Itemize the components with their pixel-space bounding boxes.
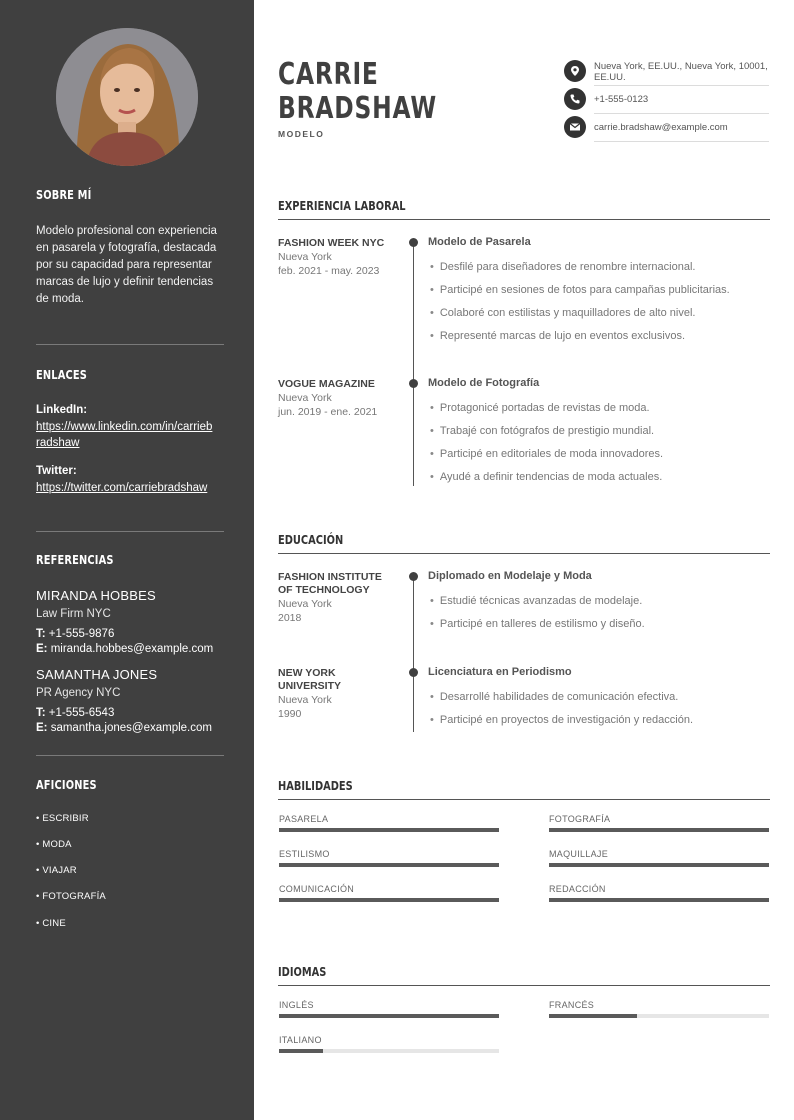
language-label: INGLÉS: [279, 1000, 314, 1010]
education-location: Nueva York: [278, 694, 332, 706]
skill-label: MAQUILLAJE: [549, 849, 609, 859]
section-divider: [278, 799, 770, 800]
experience-bullet: • Ayudé a definir tendencias de moda actuales.: [430, 471, 662, 483]
experience-bullet: • Trabajé con fotógrafos de prestigio mundial.: [430, 425, 654, 437]
envelope-icon: [564, 116, 586, 138]
language-bar: [549, 1014, 769, 1018]
link-label: Twitter:: [36, 465, 77, 477]
language-bar: [279, 1049, 499, 1053]
language-bar: [279, 1014, 499, 1018]
reference-item: [36, 666, 226, 736]
skill-bar: [279, 863, 499, 867]
divider: [36, 755, 224, 756]
linkedin-link[interactable]: https://www.linkedin.com/in/carriebradshaw: [36, 421, 213, 449]
twitter-link[interactable]: https://twitter.com/carriebradshaw: [36, 482, 208, 494]
education-degree: Licenciatura en Periodismo: [428, 666, 572, 678]
education-location: Nueva York: [278, 598, 332, 610]
skill-bar: [549, 863, 769, 867]
skill-bar-fill: [279, 863, 499, 867]
education-org: NEW YORK: [278, 667, 336, 679]
languages-title: IDIOMAS: [278, 965, 327, 979]
link-linkedin: [36, 402, 216, 451]
education-bullet: • Participé en proyectos de investigación y redacción.: [430, 714, 693, 726]
sidebar: [0, 0, 254, 1120]
skill-label: ESTILISMO: [279, 849, 330, 859]
experience-bullet: • Colaboré con estilistas y maquilladores de alto nivel.: [430, 307, 695, 319]
language-bar-fill: [279, 1014, 499, 1018]
timeline-dot: [409, 379, 418, 388]
hobby-item: • ESCRIBIR: [36, 813, 89, 824]
reference-email: samantha.jones@example.com: [50, 722, 212, 734]
address-text: Nueva York, EE.UU., Nueva York, 10001, EE.UU.: [594, 61, 768, 83]
skill-bar-fill: [549, 898, 769, 902]
experience-location: Nueva York: [278, 251, 332, 263]
reference-name: SAMANTHA JONES: [36, 667, 158, 682]
education-dates: 1990: [278, 708, 302, 720]
section-divider: [278, 553, 770, 554]
links-title: ENLACES: [36, 368, 88, 382]
skill-label: REDACCIÓN: [549, 884, 606, 894]
divider: [36, 344, 224, 345]
language-bar-fill: [279, 1049, 323, 1053]
education-meta: [278, 571, 403, 625]
reference-name: MIRANDA HOBBES: [36, 588, 156, 603]
divider: [594, 113, 769, 114]
contact-phone: [564, 88, 769, 110]
experience-meta: [278, 378, 403, 419]
experience-org: VOGUE MAGAZINE: [278, 378, 375, 390]
references-title: REFERENCIAS: [36, 553, 114, 567]
education-degree: Diplomado en Modelaje y Moda: [428, 570, 592, 582]
education-dates: 2018: [278, 612, 302, 624]
link-twitter: [36, 463, 216, 496]
skill-label: PASARELA: [279, 814, 329, 824]
reference-item: [36, 587, 226, 657]
education-title: EDUCACIÓN: [278, 533, 344, 547]
phone-label: T:: [36, 628, 46, 640]
divider: [36, 531, 224, 532]
skill-bar-fill: [279, 898, 499, 902]
experience-bullet: • Participé en sesiones de fotos para campañas publicitarias.: [430, 284, 730, 296]
about-text: Modelo profesional con experiencia en pasarela y fotografía, destacada por su capacidad para representar marcas de lujo y definir tendencias de moda.: [36, 225, 217, 305]
education-org: UNIVERSITY: [278, 680, 342, 692]
skill-bar-fill: [279, 828, 499, 832]
reference-company: Law Firm NYC: [36, 608, 111, 620]
timeline-dot: [409, 572, 418, 581]
skill-bar: [279, 828, 499, 832]
experience-role: Modelo de Pasarela: [428, 236, 531, 248]
timeline-dot: [409, 668, 418, 677]
experience-org: FASHION WEEK NYC: [278, 237, 385, 249]
education-meta: [278, 667, 403, 721]
education-org: OF TECHNOLOGY: [278, 584, 370, 596]
timeline-dot: [409, 238, 418, 247]
experience-bullet: • Representé marcas de lujo en eventos exclusivos.: [430, 330, 685, 342]
education-bullet: • Estudié técnicas avanzadas de modelaje.: [430, 595, 642, 607]
skill-bar: [279, 898, 499, 902]
reference-company: PR Agency NYC: [36, 687, 121, 699]
experience-role: Modelo de Fotografía: [428, 377, 540, 389]
experience-title: EXPERIENCIA LABORAL: [278, 199, 406, 213]
divider: [594, 85, 769, 86]
location-pin-icon: [564, 60, 586, 82]
experience-dates: jun. 2019 - ene. 2021: [278, 406, 378, 418]
experience-meta: [278, 237, 403, 278]
phone-icon: [564, 88, 586, 110]
education-bullet: • Desarrollé habilidades de comunicación efectiva.: [430, 691, 678, 703]
hobby-item: • MODA: [36, 839, 72, 850]
section-divider: [278, 219, 770, 220]
reference-phone: +1-555-9876: [48, 628, 115, 640]
skill-label: FOTOGRAFÍA: [549, 814, 611, 824]
hobbies-title: AFICIONES: [36, 778, 97, 792]
experience-bullet: • Desfilé para diseñadores de renombre internacional.: [430, 261, 695, 273]
skill-bar: [549, 898, 769, 902]
section-divider: [278, 985, 770, 986]
hobby-item: • FOTOGRAFÍA: [36, 891, 106, 902]
link-label: LinkedIn:: [36, 404, 88, 416]
profile-photo: [56, 28, 198, 166]
hobby-item: • VIAJAR: [36, 865, 77, 876]
education-bullet: • Participé en talleres de estilismo y diseño.: [430, 618, 645, 630]
experience-location: Nueva York: [278, 392, 332, 404]
phone-text: +1-555-0123: [594, 94, 649, 105]
contact-email: [564, 116, 769, 138]
first-name: CARRIE: [278, 57, 379, 92]
hobby-item: • CINE: [36, 918, 66, 929]
skill-bar-fill: [549, 863, 769, 867]
experience-bullet: • Participé en editoriales de moda innovadores.: [430, 448, 663, 460]
email-text: carrie.bradshaw@example.com: [594, 122, 728, 133]
skills-title: HABILIDADES: [278, 779, 353, 793]
email-label: E:: [36, 722, 48, 734]
reference-email: miranda.hobbes@example.com: [50, 643, 214, 655]
experience-dates: feb. 2021 - may. 2023: [278, 265, 380, 277]
last-name: BRADSHAW: [278, 91, 437, 126]
skill-bar: [549, 828, 769, 832]
skill-label: COMUNICACIÓN: [279, 884, 355, 894]
email-label: E:: [36, 643, 48, 655]
experience-bullet: • Protagonicé portadas de revistas de moda.: [430, 402, 650, 414]
language-label: ITALIANO: [279, 1035, 322, 1045]
language-label: FRANCÉS: [549, 1000, 595, 1010]
job-role: MODELO: [278, 129, 325, 139]
timeline-line: [413, 242, 414, 486]
education-org: FASHION INSTITUTE: [278, 571, 382, 583]
skill-bar-fill: [549, 828, 769, 832]
divider: [594, 141, 769, 142]
phone-label: T:: [36, 707, 46, 719]
timeline-line: [413, 576, 414, 732]
reference-phone: +1-555-6543: [48, 707, 115, 719]
contact-address: [564, 60, 769, 83]
language-bar-fill: [549, 1014, 637, 1018]
about-title: SOBRE MÍ: [36, 188, 92, 202]
